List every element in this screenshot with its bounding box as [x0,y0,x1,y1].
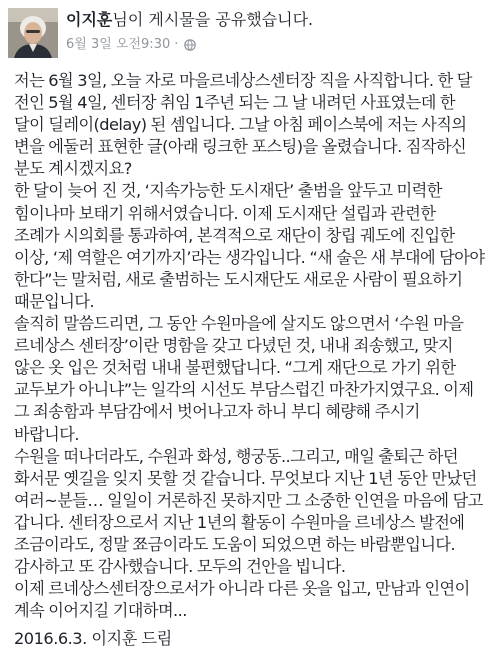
post-text-line: 갑니다. 센터장으로서 지난 1년의 활동이 수원마을 르네상스 발전에 [14,512,465,532]
post-text-line: 조례가 시의회를 통과하여, 본격적으로 재단이 창립 궤도에 진입한 [14,225,455,245]
post-text-line: 한 달이 늦어 진 것, ‘지속가능한 도시재단’ 출범을 앞두고 미력한 [14,181,442,201]
post-text-line: 교두보가 아니냐”는 일각의 시선도 부담스럽긴 마찬가지였구요. 이제 [14,380,474,400]
post-text-line: 여러~분들… 일일이 거론하진 못하지만 그 소중한 인연을 마음에 담고 [14,490,483,510]
post-timestamp[interactable]: 6월 3일 오전9:30 [66,37,171,52]
post-text-line: 르네상스 센터장’이란 명함을 갖고 다녔던 것, 내내 죄송했고, 맞지 [14,336,453,356]
post-text-line: 바랍니다. [14,424,79,444]
post-text-line: 조금이라도, 정말 쬬금이라도 도움이 되었으면 하는 바람뿐입니다. [14,534,456,554]
post-body [14,70,494,622]
post-text-line: 않은 옷 입은 것처럼 내내 불편했답니다. “그게 재단으로 가기 위한 [14,358,456,378]
post-text-line: 달이 딜레이(delay) 된 셈입니다. 그날 아침 페이스북에 저는 사직의 [14,115,467,135]
post-text-line: 이제 르네상스센터장으로서가 아니라 다른 옷을 입고, 만남과 인연이 [14,579,470,599]
post-text-line: 감사하고 또 감사했습니다. 모두의 건안을 빕니다. [14,557,346,577]
post-text-line: 힘이나마 보태기 위해서였습니다. 이제 도시재단 설립과 관련한 [14,203,436,223]
post-text-line: 이상, ‘제 역할은 여기까지’라는 생각입니다. “새 술은 새 부대에 담아야 [14,247,485,267]
post-meta [66,36,196,54]
meta-separator: · [174,37,179,52]
post-text-line: 화서문 옛길을 잊지 못할 것 같습니다. 무엇보다 지난 1년 동안 만났던 [14,468,477,488]
post-text-line: 분도 계시겠지요? [14,159,132,179]
post-author-line [66,10,313,30]
globe-icon[interactable] [184,39,196,51]
post-text-line: 때문입니다. [14,291,95,311]
post-text-line: 수원을 떠나더라도, 수원과 화성, 행궁동..그리고, 매일 출퇴근 하던 [14,446,458,466]
post-header [8,8,492,56]
post-text-line: 한다”는 말처럼, 새로 출범하는 도시재단도 새로운 사람이 필요하기 [14,269,463,289]
post-text-line: 그 죄송함과 부담감에서 벗어나고자 하니 부디 혜량해 주시기 [14,402,420,422]
post-text-line: 전인 5월 4일, 센터장 취임 1주년 되는 그 날 내려던 사표였는데 한 [14,93,455,113]
share-action-text: 님이 게시물을 공유했습니다. [112,10,314,29]
profile-photo [8,8,58,58]
post-text-line: 계속 이어지길 기대하며... [14,601,187,621]
avatar[interactable] [8,8,58,58]
post-text-line: 변을 에둘러 표현한 글(아래 링크한 포스팅)을 올렸습니다. 짐작하신 [14,137,467,157]
post-text-line: 저는 6월 3일, 오늘 자로 마을르네상스센터장 직을 사직합니다. 한 달 [14,71,472,90]
post-text-line: 솔직히 말씀드리면, 그 동안 수원마을에 살지도 않으면서 ‘수원 마을 [14,314,464,334]
post-signature: 2016.6.3. 이지훈 드림 [14,629,172,648]
author-name[interactable]: 이지훈 [66,10,113,29]
